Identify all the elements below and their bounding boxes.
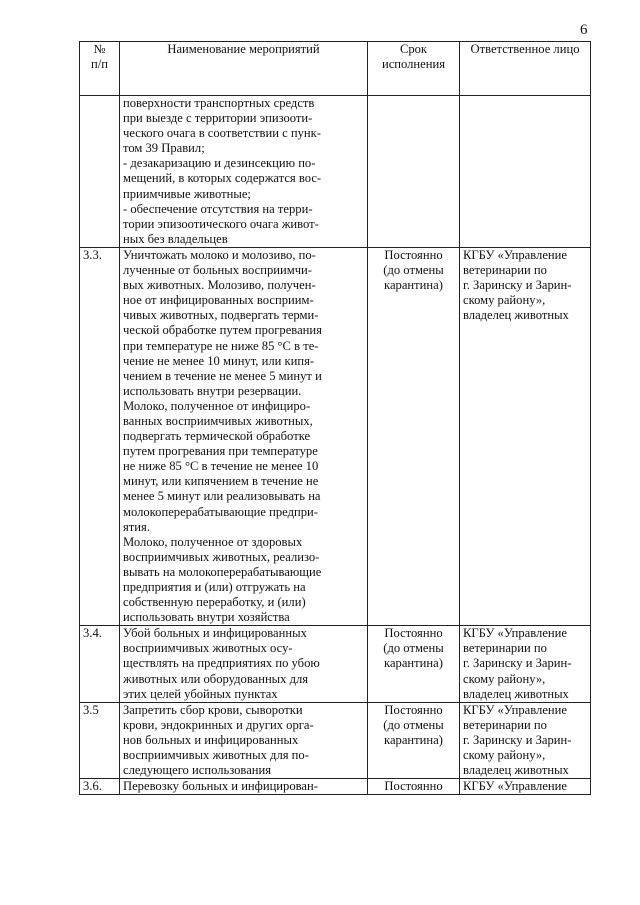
deadline-text-cell xyxy=(368,626,460,702)
measure-text-line: ных без владельцев xyxy=(123,231,228,246)
measure-text-line: Уничтожать молоко и молозиво, по- xyxy=(123,247,316,262)
deadline-text-cell xyxy=(368,779,460,795)
responsible-text-cell xyxy=(460,96,591,248)
measure-text-cell xyxy=(120,247,368,625)
row-number xyxy=(80,96,120,248)
responsible-text-cell xyxy=(460,626,591,702)
responsible-text-line: скому району», xyxy=(463,671,546,686)
deadline-text-line: Постоянно xyxy=(384,779,443,794)
responsible-text-line: г. Заринску и Зарин- xyxy=(463,656,572,671)
measure-text-line: крови, эндокринных и других орга- xyxy=(123,717,314,732)
responsible-text-line: владелец животных xyxy=(463,308,569,323)
measure-text-line: Молоко, полученное от инфициро- xyxy=(123,398,311,413)
measure-text-cell xyxy=(120,702,368,778)
measure-text-line: - дезакаризацию и дезинсекцию по- xyxy=(123,156,316,171)
deadline-text-line: Постоянно xyxy=(384,702,443,717)
measure-text-line: собственную переработку, и (или) xyxy=(123,595,306,610)
measure-text-line: не ниже 85 °С в течение не менее 10 xyxy=(123,459,319,474)
header-deadline-line2: исполнения xyxy=(381,57,446,72)
measure-text-line: ческого очага в соответствии с пунк- xyxy=(123,126,321,141)
deadline-text-cell xyxy=(368,96,460,248)
responsible-text-cell xyxy=(460,702,591,778)
responsible-text-line: КГБУ «Управление xyxy=(463,702,567,717)
measure-text-line: Перевозку больных и инфицирован- xyxy=(123,779,318,794)
row-number: 3.5 xyxy=(80,702,120,778)
responsible-text-line: г. Заринску и Зарин- xyxy=(463,278,572,293)
measure-text-cell xyxy=(120,96,368,248)
measure-text-line: минут, или кипячением в течение не xyxy=(123,474,319,489)
measure-text-line: Запретить сбор крови, сыворотки xyxy=(123,702,303,717)
responsible-text-cell xyxy=(460,779,591,795)
measure-text-line: восприимчивых животных осу- xyxy=(123,641,293,656)
row-number: 3.3. xyxy=(80,247,120,625)
row-number: 3.4. xyxy=(80,626,120,702)
measure-text-line: при температуре не ниже 85 °С в те- xyxy=(123,338,319,353)
measure-text-line: нов больных и инфицированных xyxy=(123,732,299,747)
header-number-symbol: № xyxy=(93,42,106,56)
measure-text-line: - обеспечение отсутствия на терри- xyxy=(123,201,313,216)
measure-text-cell xyxy=(120,779,368,795)
measure-text-line: ческой обработке путем прогревания xyxy=(123,323,322,338)
deadline-text-line: Постоянно xyxy=(384,247,443,262)
responsible-text-line: владелец животных xyxy=(463,686,569,701)
table-row xyxy=(80,96,591,248)
table-header-row xyxy=(80,42,591,96)
table-body xyxy=(80,96,591,795)
header-number xyxy=(80,42,120,96)
measure-text-line: восприимчивых животных для по- xyxy=(123,748,309,763)
measure-text-line: менее 5 минут или реализовывать на xyxy=(123,489,321,504)
deadline-text-cell xyxy=(368,247,460,625)
responsible-text-line: владелец животных xyxy=(463,763,569,778)
table-row xyxy=(80,779,591,795)
measure-text-line: молокоперерабатывающие предпри- xyxy=(123,504,318,519)
measure-text-line: чение не менее 10 минут, или кипя- xyxy=(123,353,315,368)
responsible-text-line: ветеринарии по xyxy=(463,717,547,732)
page-number: 6 xyxy=(580,22,588,38)
deadline-text-line: карантина) xyxy=(384,278,443,293)
measure-text-line: вывать на молокоперерабатывающие xyxy=(123,564,322,579)
measure-text-line: восприимчивых животных, реализо- xyxy=(123,549,320,564)
measure-text-line: этих целей убойных пунктах xyxy=(123,686,278,701)
measure-text-line: приимчивые животные; xyxy=(123,186,251,201)
measure-text-line: ванных восприимчивых животных, xyxy=(123,413,313,428)
row-number: 3.6. xyxy=(80,779,120,795)
measure-text-line: чивых животных, подвергать терми- xyxy=(123,308,319,323)
measure-text-line: лученные от больных восприимчи- xyxy=(123,263,312,278)
measure-text-line: чением в течение не менее 5 минут и xyxy=(123,368,322,383)
header-responsible: Ответственное лицо xyxy=(460,42,591,96)
deadline-text-line: карантина) xyxy=(384,656,443,671)
deadline-text-line: Постоянно xyxy=(384,626,443,641)
measure-text-cell xyxy=(120,626,368,702)
measure-text-line: Убой больных и инфицированных xyxy=(123,626,307,641)
measure-text-line: животных или оборудованных для xyxy=(123,671,309,686)
measure-text-line: подвергать термической обработке xyxy=(123,429,311,444)
measure-text-line: поверхности транспортных средств xyxy=(123,96,315,110)
deadline-text-line: (до отмены xyxy=(383,717,444,732)
responsible-text-line: ветеринарии по xyxy=(463,263,547,278)
header-measures: Наименование мероприятий xyxy=(120,42,368,96)
measure-text-line: использовать внутри резервации. xyxy=(123,383,302,398)
table-row xyxy=(80,626,591,702)
deadline-text-line: карантина) xyxy=(384,732,443,747)
responsible-text-line: скому району», xyxy=(463,748,546,763)
measure-text-line: тории эпизоотического очага живот- xyxy=(123,216,319,231)
table-row xyxy=(80,702,591,778)
responsible-text-line: г. Заринску и Зарин- xyxy=(463,732,572,747)
responsible-text-line: ветеринарии по xyxy=(463,641,547,656)
measures-table xyxy=(79,41,591,795)
measure-text-line: использовать внутри хозяйства xyxy=(123,610,290,625)
measure-text-line: ятия. xyxy=(123,519,150,534)
measure-text-line: при выезде с территории эпизооти- xyxy=(123,111,313,126)
deadline-text-line: (до отмены xyxy=(383,641,444,656)
measure-text-line: вых животных. Молозиво, получен- xyxy=(123,278,316,293)
deadline-text-cell xyxy=(368,702,460,778)
header-deadline xyxy=(368,42,460,96)
table-row xyxy=(80,247,591,625)
measure-text-line: предприятия и (или) отгружать на xyxy=(123,580,306,594)
deadline-text-line: (до отмены xyxy=(383,263,444,278)
header-number-abbr: п/п xyxy=(91,57,108,72)
responsible-text-cell xyxy=(460,247,591,625)
measure-text-line: путем прогревания при температуре xyxy=(123,444,318,459)
responsible-text-line: скому району», xyxy=(463,293,546,308)
measure-text-line: ное от инфицированных восприим- xyxy=(123,293,314,308)
measure-text-line: Молоко, полученное от здоровых xyxy=(123,534,303,549)
responsible-text-line: КГБУ «Управление xyxy=(463,779,567,794)
header-deadline-line1: Срок xyxy=(399,42,428,56)
measure-text-line: том 39 Правил; xyxy=(123,141,205,156)
measure-text-line: следующего использования xyxy=(123,763,272,778)
measure-text-line: мещений, в которых содержатся вос- xyxy=(123,171,322,186)
responsible-text-line: КГБУ «Управление xyxy=(463,626,567,641)
responsible-text-line: КГБУ «Управление xyxy=(463,247,567,262)
measure-text-line: ществлять на предприятиях по убою xyxy=(123,656,320,671)
